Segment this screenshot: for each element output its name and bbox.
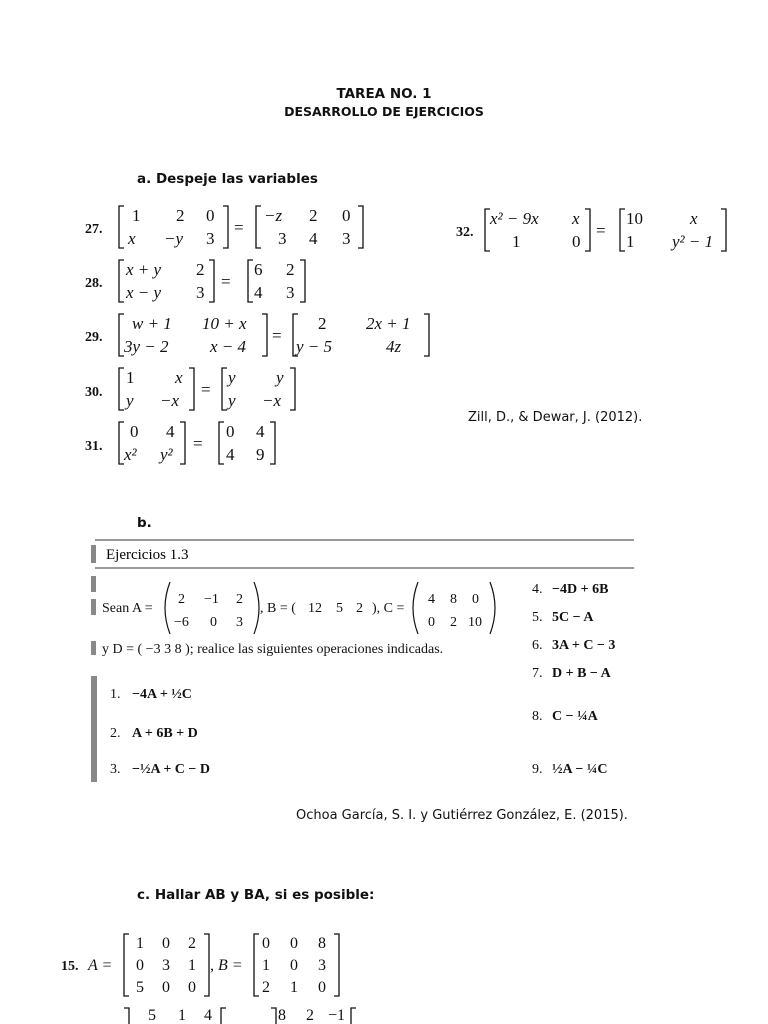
problem-27-number: 27.	[85, 222, 103, 237]
cell: 3	[318, 957, 326, 974]
b-label: , B = (	[260, 601, 296, 616]
section-b-exercises	[88, 536, 648, 788]
cell: 0	[472, 592, 479, 607]
cell: 0	[262, 935, 270, 952]
op-expr: ½A − ¼C	[552, 762, 608, 777]
cell: 0	[428, 615, 435, 630]
citation-ochoa: Ochoa García, S. I. y Gutiérrez González, E. (2015).	[296, 808, 628, 823]
cell: 12	[308, 601, 322, 616]
cell: 0	[206, 206, 215, 225]
cell: 2	[196, 260, 205, 279]
cell: 1	[512, 232, 521, 251]
cell: −6	[174, 615, 189, 630]
cell: w + 1	[132, 314, 172, 333]
cell: 5	[136, 979, 144, 996]
cell: 3	[236, 615, 243, 630]
paren	[165, 582, 170, 634]
svg-text:=: =	[193, 434, 203, 453]
section-a-equations	[80, 196, 760, 476]
cell: 2	[178, 592, 185, 607]
document-title: TAREA NO. 1	[336, 86, 432, 102]
cell: x	[175, 368, 183, 387]
cell: y	[276, 368, 284, 387]
section-c-matrices	[56, 926, 356, 1024]
cell: −z	[264, 206, 283, 225]
cell: 0	[210, 615, 217, 630]
cell: y²	[160, 445, 173, 464]
cell: 3	[162, 957, 170, 974]
cell: 2	[306, 1007, 314, 1024]
cell: 2	[318, 314, 327, 333]
svg-text:=: =	[201, 380, 211, 399]
b-label: , B =	[210, 957, 243, 974]
op-expr: A + 6B + D	[132, 726, 198, 741]
cell: y	[126, 391, 134, 410]
cell: 9	[256, 445, 265, 464]
cell: 0	[572, 232, 581, 251]
cell: x² − 9x	[490, 209, 539, 228]
cell: 10	[468, 615, 482, 630]
cell: 0	[318, 979, 326, 996]
cell: −1	[204, 592, 219, 607]
op-number: 8.	[532, 709, 543, 724]
cell: 2	[286, 260, 295, 279]
cell: y	[228, 391, 236, 410]
cell: 2x + 1	[366, 314, 411, 333]
problem-15-number: 15.	[61, 959, 79, 974]
paren	[413, 582, 418, 634]
cell: 0	[162, 979, 170, 996]
op-number: 2.	[110, 726, 121, 741]
cell: 3y − 2	[124, 337, 169, 356]
exercise-title: Ejercicios 1.3	[106, 547, 189, 563]
cell: 4	[428, 592, 435, 607]
svg-text:=: =	[596, 221, 606, 240]
cell: x − 4	[210, 337, 247, 356]
cell: 0	[136, 957, 144, 974]
paren	[490, 582, 495, 634]
op-expr: −4A + ½C	[132, 687, 192, 702]
section-b-heading: b.	[137, 515, 152, 531]
cell: 10	[626, 209, 643, 228]
cell: x²	[124, 445, 137, 464]
cell: 4	[254, 283, 263, 302]
cell: 1	[132, 206, 141, 225]
section-c-heading: c. Hallar AB y BA, si es posible:	[137, 887, 375, 903]
cell: 0	[290, 957, 298, 974]
cell: 3	[196, 283, 205, 302]
cell: 0	[290, 935, 298, 952]
svg-text:=: =	[234, 218, 244, 237]
problem-30-number: 30.	[85, 385, 103, 400]
cell: 4	[256, 422, 265, 441]
cell: 1	[290, 979, 298, 996]
cell: 1	[188, 957, 196, 974]
problem-28-number: 28.	[85, 276, 103, 291]
cell: 3	[206, 229, 215, 248]
cell: x	[572, 209, 580, 228]
cell: 0	[162, 935, 170, 952]
cell: 4	[309, 229, 318, 248]
op-number: 6.	[532, 638, 543, 653]
op-number: 7.	[532, 666, 543, 681]
cell: 1	[136, 935, 144, 952]
cell: 2	[236, 592, 243, 607]
cell: 0	[226, 422, 235, 441]
cell: 1	[626, 232, 635, 251]
op-expr: −½A + C − D	[132, 762, 210, 777]
cell: 2	[356, 601, 363, 616]
cell: 4	[166, 422, 175, 441]
cell: 8	[318, 935, 326, 952]
problem-32-number: 32.	[456, 225, 474, 240]
cell: y	[228, 368, 236, 387]
op-expr: 3A + C − 3	[552, 638, 616, 653]
op-expr: D + B − A	[552, 666, 611, 681]
cell: 4	[226, 445, 235, 464]
cell: 6	[254, 260, 263, 279]
cell: 3	[342, 229, 351, 248]
cell: 3	[278, 229, 287, 248]
c-label: ), C =	[372, 601, 405, 616]
cell: 10 + x	[202, 314, 247, 333]
cell: 5	[148, 1007, 156, 1024]
a-label: A =	[88, 957, 113, 974]
cell: 5	[336, 601, 343, 616]
svg-text:=: =	[221, 272, 231, 291]
cell: 2	[450, 615, 457, 630]
op-number: 4.	[532, 582, 543, 597]
op-number: 3.	[110, 762, 121, 777]
cell: 0	[342, 206, 351, 225]
cell: 8	[450, 592, 457, 607]
cell: 3	[286, 283, 295, 302]
op-expr: 5C − A	[552, 610, 594, 625]
cell: x − y	[126, 283, 162, 302]
svg-text:=: =	[272, 326, 282, 345]
cell: 4z	[386, 337, 402, 356]
cell: 0	[188, 979, 196, 996]
op-number: 5.	[532, 610, 543, 625]
cell: 1	[126, 368, 135, 387]
section-a-heading: a. Despeje las variables	[137, 171, 318, 187]
d-line: y D = ( −3 3 8 ); realice las siguientes operaciones indicadas.	[102, 642, 444, 657]
paren	[254, 582, 259, 634]
cell: 2	[262, 979, 270, 996]
cell: 2	[176, 206, 185, 225]
op-expr: −4D + 6B	[552, 582, 609, 597]
cell: 8	[278, 1007, 286, 1024]
op-expr: C − ¼A	[552, 709, 598, 724]
cell: 1	[178, 1007, 186, 1024]
problem-31-number: 31.	[85, 439, 103, 454]
cell: 0	[130, 422, 139, 441]
problem-29-number: 29.	[85, 330, 103, 345]
cell: −x	[160, 391, 180, 410]
cell: 1	[262, 957, 270, 974]
cell: 2	[188, 935, 196, 952]
cell: y² − 1	[672, 232, 714, 251]
citation-zill: Zill, D., & Dewar, J. (2012).	[468, 410, 643, 425]
cell: 4	[204, 1007, 212, 1024]
cell: −y	[164, 229, 184, 248]
cell: 2	[309, 206, 318, 225]
document-subtitle: DESARROLLO DE EJERCICIOS	[284, 104, 484, 119]
cell: −x	[262, 391, 282, 410]
cell: −1	[328, 1007, 346, 1024]
op-number: 9.	[532, 762, 543, 777]
sean-label: Sean A =	[102, 601, 153, 616]
op-number: 1.	[110, 687, 121, 702]
cell: y − 5	[296, 337, 333, 356]
cell: x + y	[126, 260, 162, 279]
cell: x	[690, 209, 698, 228]
cell: x	[128, 229, 136, 248]
